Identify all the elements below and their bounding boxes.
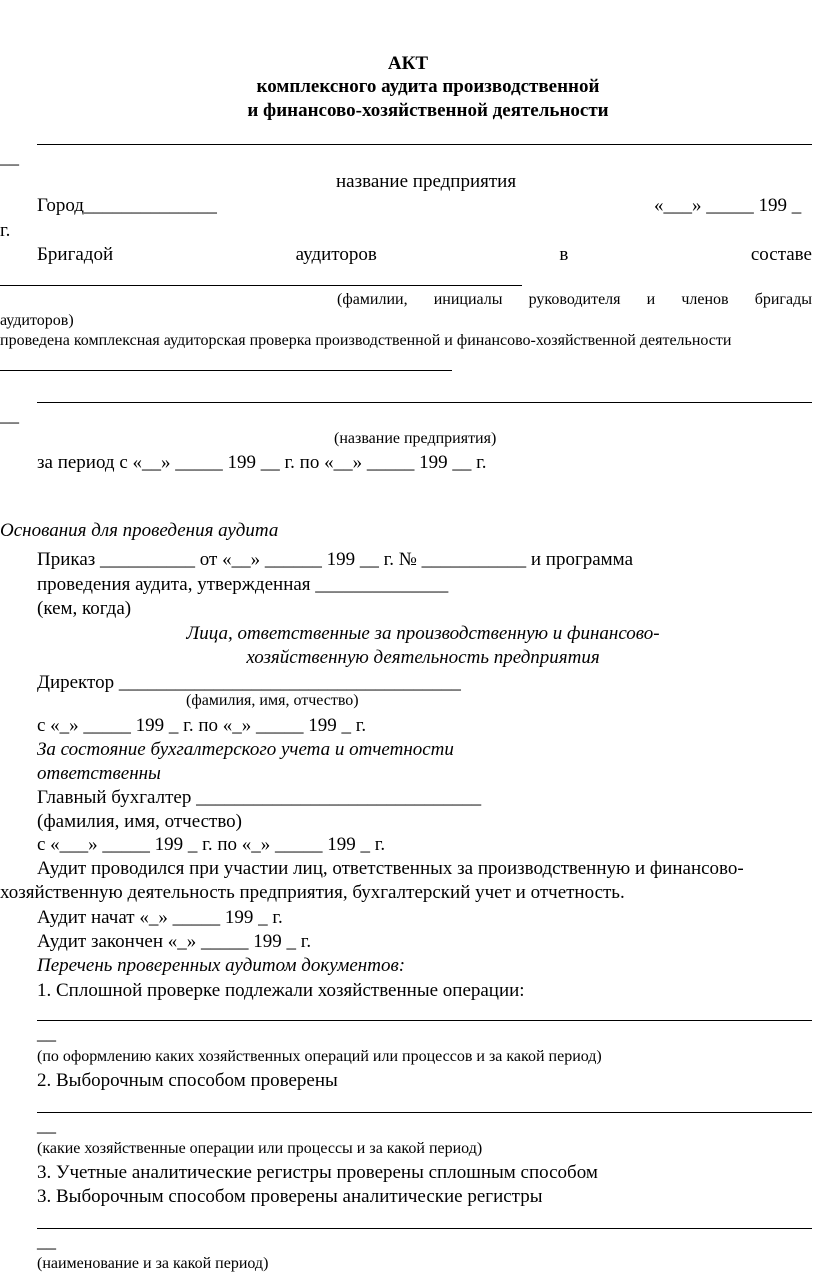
list-item-4-dash: __ — [37, 1231, 56, 1252]
names-caption-word-5: членов — [681, 291, 729, 308]
chief-accountant-line: Главный бухгалтер ______________________________ — [37, 787, 482, 808]
enterprise-line-2 — [37, 402, 812, 403]
audit-end-line: Аудит закончен «_» _____ 199 _ г. — [37, 931, 312, 952]
participation-line-1: Аудит проводился при участии лиц, ответственных за производственную и финансово- — [37, 858, 744, 879]
docs-heading: Перечень проверенных аудитом документов: — [37, 955, 406, 976]
list-item-4-caption: (наименование и за какой период) — [37, 1255, 269, 1272]
team-word-3: в — [559, 244, 569, 265]
accounting-heading-1: За состояние бухгалтерского учета и отчетности — [37, 739, 454, 760]
names-caption-word-3: руководителя — [528, 291, 621, 308]
audit-start-line: Аудит начат «_» _____ 199 _ г. — [37, 907, 283, 928]
list-item-2-line — [37, 1112, 812, 1113]
director-period: с «_» _____ 199 _ г. по «_» _____ 199 _ г. — [37, 715, 367, 736]
conducted-text: проведена комплексная аудиторская проверка производственной и финансово-хозяйственной деятельности — [0, 332, 732, 349]
team-names-line — [0, 285, 522, 286]
responsible-heading-2: хозяйственную деятельность предприятия — [246, 647, 600, 668]
director-caption: (фамилия, имя, отчество) — [186, 692, 359, 709]
list-item-2-caption: (какие хозяйственные операции или процессы и за какой период) — [37, 1140, 483, 1157]
enterprise-line — [37, 144, 812, 145]
enterprise-caption-2: (название предприятия) — [334, 430, 497, 447]
year-suffix: г. — [0, 220, 11, 241]
list-item-3: 3. Учетные аналитические регистры проверены сплошным способом — [37, 1162, 598, 1183]
doc-subtitle-2: и финансово-хозяйственной деятельности — [247, 100, 609, 121]
names-caption-word-4: и — [646, 291, 656, 308]
date-field: «___» _____ 199 _ — [654, 195, 802, 216]
names-caption-word-1: (фамилии, — [337, 291, 408, 308]
doc-subtitle-1: комплексного аудита производственной — [256, 76, 600, 97]
list-item-4-line — [37, 1228, 812, 1229]
conducted-line — [0, 370, 452, 371]
list-item-2-dash: __ — [37, 1115, 56, 1136]
order-line: Приказ __________ от «__» ______ 199 __ г. № ___________ и программа — [37, 549, 634, 570]
team-line — [37, 245, 812, 264]
team-word-1: Бригадой — [37, 244, 114, 265]
list-item-4: 3. Выборочным способом проверены аналитические регистры — [37, 1186, 543, 1207]
list-item-1-caption: (по оформлению каких хозяйственных операций или процессов и за какой период) — [37, 1048, 602, 1065]
list-item-1-line — [37, 1020, 812, 1021]
names-caption-word-2: инициалы — [433, 291, 503, 308]
responsible-heading-1: Лица, ответственные за производственную и финансово- — [186, 623, 660, 644]
accounting-heading-2: ответственны — [37, 763, 161, 784]
line-dash: __ — [0, 147, 19, 168]
team-word-4: составе — [750, 244, 812, 265]
names-caption-cont: аудиторов) — [0, 312, 74, 329]
team-word-2: аудиторов — [295, 244, 377, 265]
approved-line: проведения аудита, утвержденная ______________ — [37, 574, 449, 595]
chief-accountant-period: с «___» _____ 199 _ г. по «_» _____ 199 _ г. — [37, 834, 386, 855]
names-caption-word-6: бригады — [754, 291, 812, 308]
by-whom-caption: (кем, когда) — [37, 598, 132, 619]
list-item-1: 1. Сплошной проверке подлежали хозяйственные операции: — [37, 980, 525, 1001]
city-field: Город______________ — [37, 195, 217, 216]
enterprise-caption: название предприятия — [336, 171, 517, 192]
doc-title: АКТ — [387, 53, 429, 74]
participation-line-2: хозяйственную деятельность предприятия, бухгалтерский учет и отчетность. — [0, 882, 625, 903]
names-caption — [337, 292, 812, 308]
period-line: за период с «__» _____ 199 __ г. по «__» _____ 199 __ г. — [37, 452, 487, 473]
list-item-1-dash: __ — [37, 1023, 56, 1044]
director-line: Директор ____________________________________ — [37, 672, 461, 693]
chief-accountant-caption: (фамилия, имя, отчество) — [37, 811, 243, 832]
list-item-2: 2. Выборочным способом проверены — [37, 1070, 338, 1091]
grounds-heading: Основания для проведения аудита — [0, 520, 279, 541]
line-dash-2: __ — [0, 405, 19, 426]
